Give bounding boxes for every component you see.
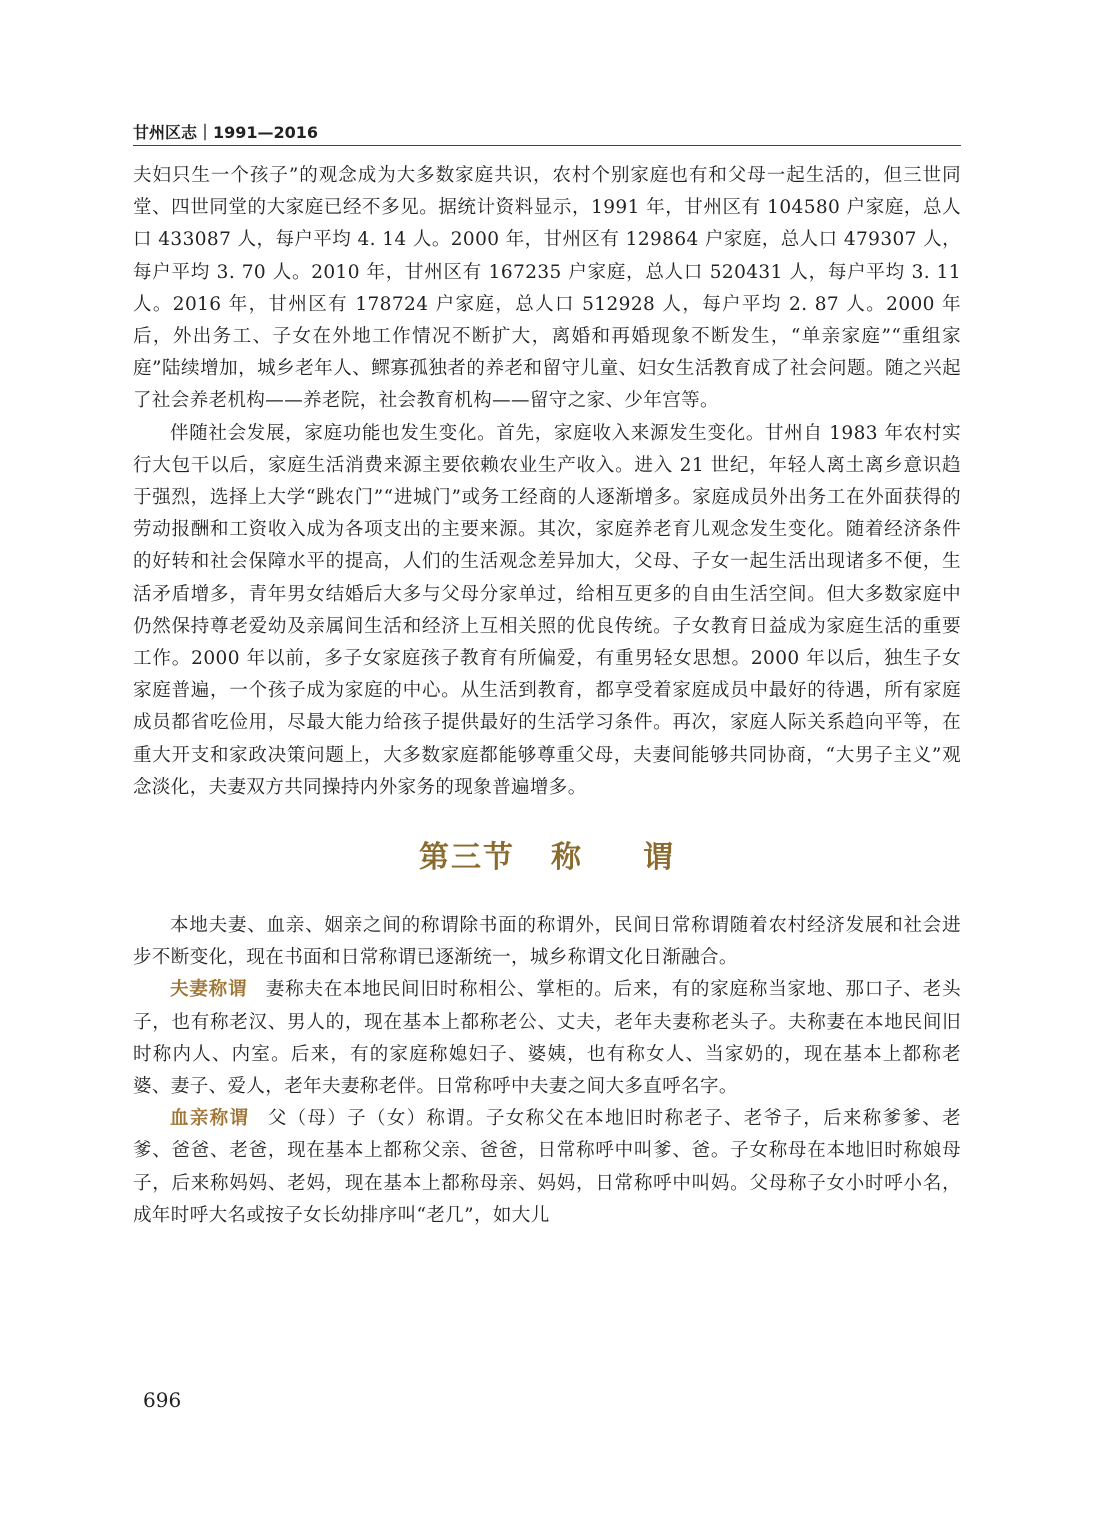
entry-term: 夫妻称谓	[170, 979, 248, 1001]
page-body	[133, 160, 961, 1232]
entry-blood-relative-terms	[133, 1103, 961, 1232]
entry-term: 血亲称谓	[170, 1108, 250, 1130]
entry-spouse-terms	[133, 974, 961, 1103]
section-title-char-2: 谓	[643, 840, 675, 876]
paragraph-family-function: 伴随社会发展，家庭功能也发生变化。首先，家庭收入来源发生变化。甘州自 1983 年农村实行大包干以后，家庭生活消费来源主要依赖农业生产收入。进入 21 世纪，年轻人离土离乡意识趋于强烈，选择上大学“跳农门”“进城门”或务工经商的人逐渐增多。家庭成员外出务工在外面获得的劳动报酬和工资收入成为各项支出的主要来源。其次，家庭养老育儿观念发生变化。随着经济条件的好转和社会保障水平的提高，人们的生活观念差异加大，父母、子女一起生活出现诸多不便，生活矛盾增多，青年男女结婚后大多与父母分家单过，给相互更多的自由生活空间。但大多数家庭中仍然保持尊老爱幼及亲属间生活和经济上互相关照的优良传统。子女教育日益成为家庭生活的重要工作。2000 年以前，多子女家庭孩子教育有所偏爱，有重男轻女思想。2000 年以后，独生子女家庭普遍，一个孩子成为家庭的中心。从生活到教育，都享受着家庭成员中最好的待遇，所有家庭成员都省吃俭用，尽最大能力给孩子提供最好的生活学习条件。再次，家庭人际关系趋向平等，在重大开支和家政决策问题上，大多数家庭都能够尊重父母，夫妻间能够共同协商，“大男子主义”观念淡化，夫妻双方共同操持内外家务的现象普遍增多。	[133, 422, 961, 798]
entry-text: 父（母）子（女）称谓。子女称父在本地旧时称老子、老爷子，后来称爹爹、老爹、爸爸、老爸，现在基本上都称父亲、爸爸，日常称呼中叫爹、爸。子女称母在本地旧时称娘母子，后来称妈妈、老妈，现在基本上都称母亲、妈妈，日常称呼中叫妈。父母称子女小时呼小名，成年时呼大名或按子女长幼排序叫“老几”，如大儿	[133, 1108, 961, 1226]
page-number: 696	[143, 1388, 182, 1412]
entry-text: 妻称夫在本地民间旧时称相公、掌柜的。后来，有的家庭称当家地、那口子、老头子，也有称老汉、男人的，现在基本上都称老公、丈夫，老年夫妻称老头子。夫称妻在本地民间旧时称内人、内室。后来，有的家庭称媳妇子、婆姨，也有称女人、当家奶的，现在基本上都称老婆、妻子、爱人，老年夫妻称老伴。日常称呼中夫妻之间大多直呼名字。	[133, 979, 961, 1098]
paragraph-household-statistics: 夫妇只生一个孩子”的观念成为大多数家庭共识，农村个别家庭也有和父母一起生活的，但三世同堂、四世同堂的大家庭已经不多见。据统计资料显示，1991 年，甘州区有 104580 户家庭，总人口 433087 人，每户平均 4. 14 人。2000 年，甘州区有 129864 户家庭，总人口 479307 人，每户平均 3. 70 人。2010 年，甘州区有 167235 户家庭，总人口 520431 人，每户平均 3. 11 人。2016 年，甘州区有 178724 户家庭，总人口 512928 人，每户平均 2. 87 人。2000 年后，外出务工、子女在外地工作情况不断扩大，离婚和再婚现象不断发生，“单亲家庭”“重组家庭”陆续增加，城乡老年人、鳏寡孤独者的养老和留守儿童、妇女生活教育成了社会问题。随之兴起了社会养老机构——养老院，社会教育机构——留守之家、少年宫等。	[133, 165, 961, 412]
running-head: 甘州区志｜1991—2016	[133, 121, 961, 146]
section-title-char-1: 称	[551, 840, 583, 876]
section-number: 第三节	[419, 840, 515, 876]
section-intro: 本地夫妻、血亲、姻亲之间的称谓除书面的称谓外，民间日常称谓随着农村经济发展和社会进步不断变化，现在书面和日常称谓已逐渐统一，城乡称谓文化日渐融合。	[133, 915, 961, 969]
section-heading	[133, 836, 961, 880]
